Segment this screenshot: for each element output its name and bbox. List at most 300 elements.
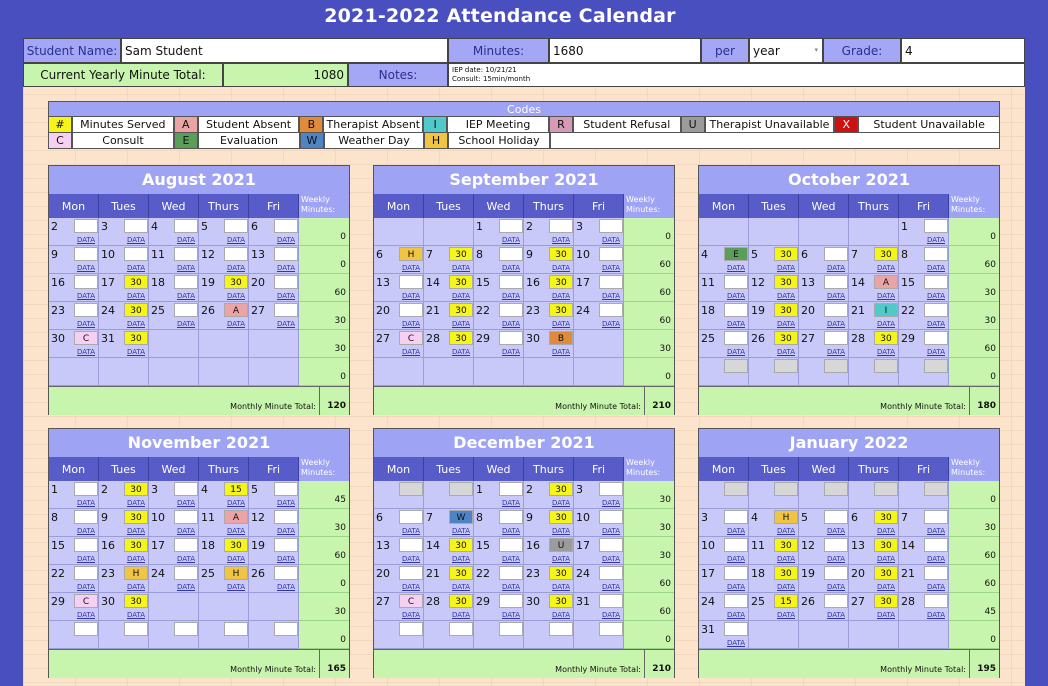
data-link[interactable]: DATA <box>501 499 520 507</box>
attendance-code-box[interactable]: 30 <box>549 247 573 261</box>
day-cell[interactable] <box>249 330 299 358</box>
attendance-code-box[interactable] <box>599 538 623 552</box>
data-link[interactable]: DATA <box>126 527 145 535</box>
day-cell[interactable] <box>574 302 624 330</box>
attendance-code-box[interactable] <box>499 510 523 524</box>
attendance-code-box[interactable]: I <box>874 303 898 317</box>
day-cell[interactable] <box>149 218 199 246</box>
attendance-code-box[interactable] <box>499 622 523 636</box>
attendance-code-box[interactable]: 30 <box>874 538 898 552</box>
attendance-code-box[interactable] <box>174 303 198 317</box>
attendance-code-box[interactable] <box>274 510 298 524</box>
day-cell[interactable] <box>699 358 749 386</box>
data-link[interactable]: DATA <box>226 292 245 300</box>
day-cell[interactable] <box>99 481 149 509</box>
attendance-code-box[interactable]: H <box>399 247 423 261</box>
day-cell[interactable] <box>149 358 199 386</box>
attendance-code-box[interactable] <box>274 538 298 552</box>
attendance-code-box[interactable]: 30 <box>449 275 473 289</box>
attendance-code-box[interactable] <box>824 275 848 289</box>
day-cell[interactable] <box>199 565 249 593</box>
attendance-code-box[interactable] <box>174 219 198 233</box>
attendance-code-box[interactable] <box>124 247 148 261</box>
attendance-code-box[interactable] <box>924 275 948 289</box>
day-cell[interactable] <box>524 481 574 509</box>
data-link[interactable]: DATA <box>876 264 895 272</box>
attendance-code-box[interactable] <box>924 219 948 233</box>
day-cell[interactable] <box>249 481 299 509</box>
data-link[interactable]: DATA <box>276 555 295 563</box>
day-cell[interactable] <box>474 358 524 386</box>
attendance-code-box[interactable]: A <box>874 275 898 289</box>
attendance-code-box[interactable] <box>274 566 298 580</box>
attendance-code-box[interactable] <box>874 482 898 496</box>
day-cell[interactable] <box>524 274 574 302</box>
data-link[interactable]: DATA <box>551 320 570 328</box>
data-link[interactable]: DATA <box>776 348 795 356</box>
day-cell[interactable] <box>474 481 524 509</box>
day-cell[interactable] <box>49 302 99 330</box>
data-link[interactable]: DATA <box>551 527 570 535</box>
day-cell[interactable] <box>524 302 574 330</box>
attendance-code-box[interactable]: 30 <box>224 275 248 289</box>
day-cell[interactable] <box>574 330 624 358</box>
data-link[interactable]: DATA <box>501 583 520 591</box>
data-link[interactable]: DATA <box>551 348 570 356</box>
data-link[interactable]: DATA <box>226 583 245 591</box>
day-cell[interactable] <box>899 481 949 509</box>
day-cell[interactable] <box>699 302 749 330</box>
day-cell[interactable] <box>99 509 149 537</box>
attendance-code-box[interactable] <box>174 482 198 496</box>
day-cell[interactable] <box>99 565 149 593</box>
day-cell[interactable] <box>474 509 524 537</box>
attendance-code-box[interactable] <box>924 482 948 496</box>
attendance-code-box[interactable]: 30 <box>774 538 798 552</box>
attendance-code-box[interactable]: 30 <box>449 538 473 552</box>
attendance-code-box[interactable] <box>824 566 848 580</box>
attendance-code-box[interactable] <box>499 331 523 345</box>
attendance-code-box[interactable] <box>274 247 298 261</box>
day-cell[interactable] <box>199 218 249 246</box>
data-link[interactable]: DATA <box>76 292 95 300</box>
attendance-code-box[interactable] <box>449 622 473 636</box>
attendance-code-box[interactable] <box>74 482 98 496</box>
data-link[interactable]: DATA <box>76 555 95 563</box>
data-link[interactable]: DATA <box>226 236 245 244</box>
day-cell[interactable] <box>699 537 749 565</box>
data-link[interactable]: DATA <box>601 264 620 272</box>
data-link[interactable]: DATA <box>76 348 95 356</box>
day-cell[interactable] <box>574 246 624 274</box>
day-cell[interactable] <box>424 246 474 274</box>
day-cell[interactable] <box>424 537 474 565</box>
attendance-code-box[interactable]: 30 <box>549 303 573 317</box>
data-link[interactable]: DATA <box>451 583 470 591</box>
attendance-code-box[interactable] <box>724 482 748 496</box>
day-cell[interactable] <box>799 358 849 386</box>
data-link[interactable]: DATA <box>176 527 195 535</box>
attendance-code-box[interactable] <box>399 622 423 636</box>
data-link[interactable]: DATA <box>876 555 895 563</box>
attendance-code-box[interactable]: 30 <box>874 594 898 608</box>
data-link[interactable]: DATA <box>726 264 745 272</box>
data-link[interactable]: DATA <box>601 499 620 507</box>
data-link[interactable]: DATA <box>926 292 945 300</box>
day-cell[interactable] <box>374 246 424 274</box>
attendance-code-box[interactable] <box>224 622 248 636</box>
data-link[interactable]: DATA <box>401 555 420 563</box>
day-cell[interactable] <box>699 621 749 649</box>
day-cell[interactable] <box>99 330 149 358</box>
day-cell[interactable] <box>574 358 624 386</box>
attendance-code-box[interactable]: C <box>74 331 98 345</box>
day-cell[interactable] <box>49 593 99 621</box>
attendance-code-box[interactable] <box>599 303 623 317</box>
attendance-code-box[interactable] <box>924 303 948 317</box>
day-cell[interactable] <box>474 330 524 358</box>
day-cell[interactable] <box>374 330 424 358</box>
day-cell[interactable] <box>149 302 199 330</box>
day-cell[interactable] <box>749 481 799 509</box>
data-link[interactable]: DATA <box>226 499 245 507</box>
attendance-code-box[interactable]: A <box>224 510 248 524</box>
day-cell[interactable] <box>374 302 424 330</box>
attendance-code-box[interactable] <box>74 538 98 552</box>
day-cell[interactable] <box>749 509 799 537</box>
attendance-code-box[interactable] <box>124 622 148 636</box>
data-link[interactable]: DATA <box>501 264 520 272</box>
attendance-code-box[interactable]: 30 <box>124 275 148 289</box>
day-cell[interactable] <box>574 274 624 302</box>
data-link[interactable]: DATA <box>76 583 95 591</box>
attendance-code-box[interactable]: H <box>224 566 248 580</box>
attendance-code-box[interactable]: E <box>724 247 748 261</box>
data-link[interactable]: DATA <box>826 320 845 328</box>
data-link[interactable]: DATA <box>451 264 470 272</box>
day-cell[interactable] <box>799 481 849 509</box>
attendance-code-box[interactable]: H <box>124 566 148 580</box>
data-link[interactable]: DATA <box>501 527 520 535</box>
day-cell[interactable] <box>424 358 474 386</box>
day-cell[interactable] <box>149 509 199 537</box>
data-link[interactable]: DATA <box>451 320 470 328</box>
minutes-field[interactable]: 1680 <box>549 38 701 63</box>
attendance-code-box[interactable]: H <box>774 510 798 524</box>
attendance-code-box[interactable] <box>824 359 848 373</box>
day-cell[interactable] <box>49 218 99 246</box>
data-link[interactable]: DATA <box>126 611 145 619</box>
day-cell[interactable] <box>99 358 149 386</box>
attendance-code-box[interactable] <box>724 510 748 524</box>
attendance-code-box[interactable] <box>174 247 198 261</box>
attendance-code-box[interactable]: 30 <box>124 482 148 496</box>
data-link[interactable]: DATA <box>76 611 95 619</box>
day-cell[interactable] <box>199 358 249 386</box>
data-link[interactable]: DATA <box>551 236 570 244</box>
attendance-code-box[interactable]: C <box>399 331 423 345</box>
day-cell[interactable] <box>149 537 199 565</box>
day-cell[interactable] <box>49 358 99 386</box>
data-link[interactable]: DATA <box>826 527 845 535</box>
day-cell[interactable] <box>899 358 949 386</box>
day-cell[interactable] <box>524 330 574 358</box>
data-link[interactable]: DATA <box>176 236 195 244</box>
day-cell[interactable] <box>574 621 624 649</box>
data-link[interactable]: DATA <box>776 320 795 328</box>
day-cell[interactable] <box>249 593 299 621</box>
data-link[interactable]: DATA <box>501 320 520 328</box>
attendance-code-box[interactable]: 15 <box>224 482 248 496</box>
day-cell[interactable] <box>849 218 899 246</box>
attendance-code-box[interactable]: 30 <box>774 303 798 317</box>
data-link[interactable]: DATA <box>726 527 745 535</box>
data-link[interactable]: DATA <box>601 292 620 300</box>
data-link[interactable]: DATA <box>451 555 470 563</box>
attendance-code-box[interactable] <box>599 622 623 636</box>
attendance-code-box[interactable]: 30 <box>124 538 148 552</box>
day-cell[interactable] <box>574 481 624 509</box>
attendance-code-box[interactable] <box>274 275 298 289</box>
day-cell[interactable] <box>249 274 299 302</box>
day-cell[interactable] <box>149 330 199 358</box>
day-cell[interactable] <box>374 593 424 621</box>
day-cell[interactable] <box>899 509 949 537</box>
day-cell[interactable] <box>374 509 424 537</box>
day-cell[interactable] <box>199 302 249 330</box>
data-link[interactable]: DATA <box>926 527 945 535</box>
attendance-code-box[interactable]: 30 <box>449 303 473 317</box>
day-cell[interactable] <box>749 565 799 593</box>
day-cell[interactable] <box>849 565 899 593</box>
attendance-code-box[interactable]: U <box>549 538 573 552</box>
day-cell[interactable] <box>749 274 799 302</box>
day-cell[interactable] <box>749 537 799 565</box>
day-cell[interactable] <box>899 593 949 621</box>
data-link[interactable]: DATA <box>126 320 145 328</box>
day-cell[interactable] <box>249 509 299 537</box>
data-link[interactable]: DATA <box>451 527 470 535</box>
attendance-code-box[interactable]: C <box>74 594 98 608</box>
day-cell[interactable] <box>99 621 149 649</box>
day-cell[interactable] <box>374 274 424 302</box>
attendance-code-box[interactable] <box>74 303 98 317</box>
day-cell[interactable] <box>49 274 99 302</box>
attendance-code-box[interactable] <box>874 359 898 373</box>
data-link[interactable]: DATA <box>276 292 295 300</box>
attendance-code-box[interactable] <box>599 482 623 496</box>
data-link[interactable]: DATA <box>926 611 945 619</box>
data-link[interactable]: DATA <box>226 264 245 272</box>
day-cell[interactable] <box>849 246 899 274</box>
attendance-code-box[interactable] <box>499 482 523 496</box>
day-cell[interactable] <box>149 593 199 621</box>
day-cell[interactable] <box>424 481 474 509</box>
data-link[interactable]: DATA <box>726 583 745 591</box>
data-link[interactable]: DATA <box>726 348 745 356</box>
day-cell[interactable] <box>524 593 574 621</box>
data-link[interactable]: DATA <box>876 527 895 535</box>
attendance-code-box[interactable] <box>724 538 748 552</box>
attendance-code-box[interactable]: 30 <box>874 247 898 261</box>
data-link[interactable]: DATA <box>176 499 195 507</box>
day-cell[interactable] <box>474 302 524 330</box>
day-cell[interactable] <box>99 218 149 246</box>
attendance-code-box[interactable] <box>124 219 148 233</box>
data-link[interactable]: DATA <box>276 264 295 272</box>
attendance-code-box[interactable]: 30 <box>549 510 573 524</box>
day-cell[interactable] <box>424 330 474 358</box>
day-cell[interactable] <box>799 302 849 330</box>
day-cell[interactable] <box>899 302 949 330</box>
data-link[interactable]: DATA <box>276 499 295 507</box>
day-cell[interactable] <box>849 537 899 565</box>
data-link[interactable]: DATA <box>76 499 95 507</box>
day-cell[interactable] <box>424 593 474 621</box>
day-cell[interactable] <box>799 537 849 565</box>
day-cell[interactable] <box>849 481 899 509</box>
day-cell[interactable] <box>49 621 99 649</box>
data-link[interactable]: DATA <box>926 264 945 272</box>
attendance-code-box[interactable]: 30 <box>549 482 573 496</box>
day-cell[interactable] <box>199 537 249 565</box>
attendance-code-box[interactable]: 30 <box>224 538 248 552</box>
day-cell[interactable] <box>899 274 949 302</box>
attendance-code-box[interactable] <box>599 510 623 524</box>
attendance-code-box[interactable] <box>274 219 298 233</box>
day-cell[interactable] <box>849 302 899 330</box>
data-link[interactable]: DATA <box>126 292 145 300</box>
data-link[interactable]: DATA <box>601 527 620 535</box>
day-cell[interactable] <box>574 509 624 537</box>
data-link[interactable]: DATA <box>401 292 420 300</box>
attendance-code-box[interactable]: 30 <box>874 510 898 524</box>
attendance-code-box[interactable] <box>599 247 623 261</box>
attendance-code-box[interactable]: 30 <box>874 331 898 345</box>
attendance-code-box[interactable]: 30 <box>774 331 798 345</box>
day-cell[interactable] <box>149 246 199 274</box>
attendance-code-box[interactable]: 30 <box>549 594 573 608</box>
day-cell[interactable] <box>699 509 749 537</box>
attendance-code-box[interactable] <box>924 331 948 345</box>
day-cell[interactable] <box>699 218 749 246</box>
day-cell[interactable] <box>799 218 849 246</box>
attendance-code-box[interactable]: 30 <box>449 247 473 261</box>
day-cell[interactable] <box>424 509 474 537</box>
day-cell[interactable] <box>474 274 524 302</box>
data-link[interactable]: DATA <box>826 555 845 563</box>
day-cell[interactable] <box>474 537 524 565</box>
day-cell[interactable] <box>474 218 524 246</box>
day-cell[interactable] <box>424 218 474 246</box>
day-cell[interactable] <box>249 302 299 330</box>
day-cell[interactable] <box>149 274 199 302</box>
data-link[interactable]: DATA <box>501 292 520 300</box>
data-link[interactable]: DATA <box>501 236 520 244</box>
data-link[interactable]: DATA <box>401 583 420 591</box>
day-cell[interactable] <box>99 537 149 565</box>
data-link[interactable]: DATA <box>776 527 795 535</box>
day-cell[interactable] <box>249 218 299 246</box>
day-cell[interactable] <box>49 481 99 509</box>
attendance-code-box[interactable] <box>824 538 848 552</box>
attendance-code-box[interactable] <box>724 566 748 580</box>
attendance-code-box[interactable] <box>74 622 98 636</box>
day-cell[interactable] <box>699 593 749 621</box>
day-cell[interactable] <box>199 481 249 509</box>
attendance-code-box[interactable] <box>824 510 848 524</box>
data-link[interactable]: DATA <box>126 583 145 591</box>
day-cell[interactable] <box>749 330 799 358</box>
data-link[interactable]: DATA <box>551 499 570 507</box>
data-link[interactable]: DATA <box>726 292 745 300</box>
day-cell[interactable] <box>524 358 574 386</box>
day-cell[interactable] <box>524 246 574 274</box>
data-link[interactable]: DATA <box>776 292 795 300</box>
data-link[interactable]: DATA <box>226 527 245 535</box>
day-cell[interactable] <box>799 565 849 593</box>
attendance-code-box[interactable]: 30 <box>774 247 798 261</box>
day-cell[interactable] <box>699 330 749 358</box>
day-cell[interactable] <box>249 565 299 593</box>
day-cell[interactable] <box>374 218 424 246</box>
day-cell[interactable] <box>799 330 849 358</box>
day-cell[interactable] <box>374 565 424 593</box>
data-link[interactable]: DATA <box>401 527 420 535</box>
attendance-code-box[interactable]: 30 <box>124 594 148 608</box>
data-link[interactable]: DATA <box>276 527 295 535</box>
attendance-code-box[interactable] <box>774 359 798 373</box>
day-cell[interactable] <box>849 274 899 302</box>
day-cell[interactable] <box>899 621 949 649</box>
day-cell[interactable] <box>524 218 574 246</box>
day-cell[interactable] <box>474 593 524 621</box>
data-link[interactable]: DATA <box>551 583 570 591</box>
data-link[interactable]: DATA <box>776 555 795 563</box>
data-link[interactable]: DATA <box>601 555 620 563</box>
day-cell[interactable] <box>899 218 949 246</box>
data-link[interactable]: DATA <box>126 499 145 507</box>
attendance-code-box[interactable]: 30 <box>774 275 798 289</box>
attendance-code-box[interactable] <box>499 219 523 233</box>
attendance-code-box[interactable]: 30 <box>124 303 148 317</box>
day-cell[interactable] <box>799 509 849 537</box>
data-link[interactable]: DATA <box>176 555 195 563</box>
attendance-code-box[interactable] <box>499 566 523 580</box>
data-link[interactable]: DATA <box>76 527 95 535</box>
day-cell[interactable] <box>749 358 799 386</box>
data-link[interactable]: DATA <box>126 236 145 244</box>
data-link[interactable]: DATA <box>601 583 620 591</box>
attendance-code-box[interactable] <box>724 303 748 317</box>
day-cell[interactable] <box>574 565 624 593</box>
attendance-code-box[interactable] <box>724 594 748 608</box>
attendance-code-box[interactable] <box>924 538 948 552</box>
data-link[interactable]: DATA <box>726 639 745 647</box>
attendance-code-box[interactable] <box>599 594 623 608</box>
data-link[interactable]: DATA <box>876 348 895 356</box>
data-link[interactable]: DATA <box>776 264 795 272</box>
data-link[interactable]: DATA <box>926 583 945 591</box>
grade-field[interactable]: 4 <box>901 38 1025 63</box>
attendance-code-box[interactable] <box>824 482 848 496</box>
day-cell[interactable] <box>749 593 799 621</box>
attendance-code-box[interactable] <box>174 275 198 289</box>
attendance-code-box[interactable] <box>399 538 423 552</box>
attendance-code-box[interactable] <box>824 303 848 317</box>
attendance-code-box[interactable]: 30 <box>449 331 473 345</box>
day-cell[interactable] <box>699 565 749 593</box>
